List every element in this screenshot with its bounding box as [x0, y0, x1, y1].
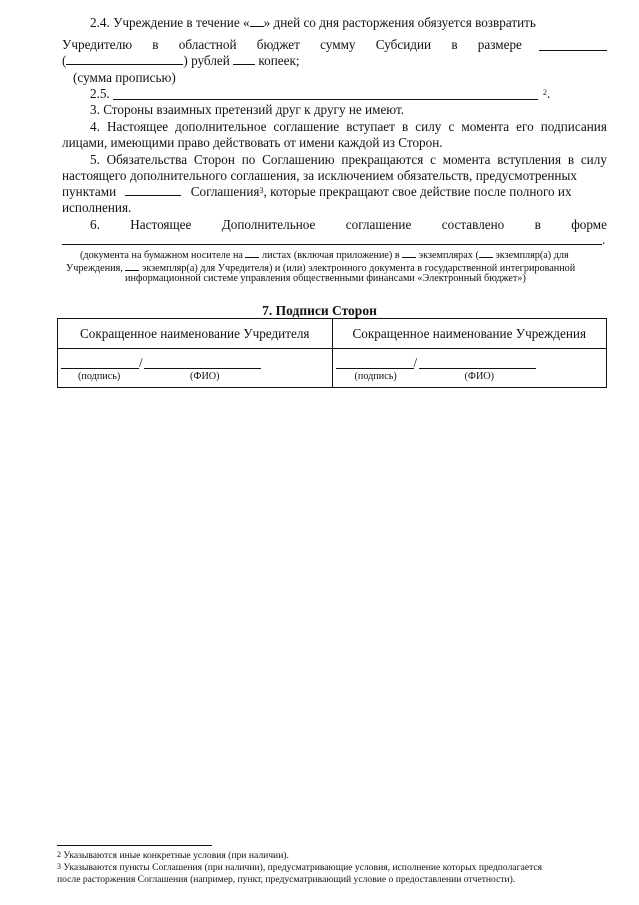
blank-kopecks	[233, 53, 255, 65]
form-note-line-3: информационной системе управления общественными финансами «Электронный бюджет»)	[125, 273, 526, 284]
institution-signature-line[interactable]	[336, 368, 414, 369]
blank-amount-words	[66, 53, 183, 65]
para-2-4-line-3: ( ) рублей копеек;	[62, 53, 300, 68]
blank-other-conditions	[113, 99, 538, 100]
para-6-line-1: 6. Настоящее Дополнительное соглашение составлено в форме	[90, 217, 607, 232]
signatures-table	[57, 318, 607, 388]
footnote-3-line-2: после расторжения Соглашения (например, пункт, предусматривающий условие о предоставлении отчетности).	[57, 874, 516, 885]
footnote-3-line-1: $^3$ Указываются пункты Соглашения (при наличии), предусматривающие условия, исполнение которых предполагается	[57, 862, 543, 873]
para-2-4-line-1: 2.4. Учреждение в течение « » дней со дня расторжения обязуется возвратить	[90, 15, 536, 30]
form-note-line-1: (документа на бумажном носителе на листах (включая приложение) в экземплярах ( экземпляр(а) для	[80, 250, 569, 261]
institution-header-cell	[332, 319, 607, 349]
para-2-5-end: $^2$.	[543, 86, 551, 101]
amount-words-caption: (сумма прописью)	[73, 70, 176, 85]
para-2-4-line-2: Учредителю в областной бюджет сумму Субсидии в размере	[62, 37, 522, 52]
institution-slash: /	[413, 355, 418, 370]
institution-sign-caption: (подпись)	[354, 371, 397, 382]
para-6-end: .	[602, 232, 606, 247]
institution-sign-cell	[332, 349, 607, 388]
signatures-title: 7. Подписи Сторон	[262, 303, 377, 318]
para-4-line-2: лицами, имеющими право действовать от имени каждой из Сторон.	[62, 135, 443, 150]
para-5-line-4: исполнения.	[62, 200, 132, 215]
founder-fio-line[interactable]	[144, 368, 261, 369]
para-5-line-1: 5. Обязательства Сторон по Соглашению прекращаются с момента вступления в силу	[90, 152, 607, 167]
blank-clauses	[125, 184, 181, 196]
blank-days	[250, 15, 264, 27]
blank-amount	[539, 50, 607, 51]
founder-slash: /	[139, 355, 143, 370]
para-5-line-2: настоящего дополнительного соглашения, за исключением обязательств, предусмотренных	[62, 168, 577, 183]
founder-sign-caption: (подпись)	[78, 371, 121, 382]
institution-fio-caption: (ФИО)	[464, 371, 495, 382]
footnote-2: $^2$ Указываются иные конкретные условия (при наличии).	[57, 850, 289, 861]
form-note-line-2: Учреждения, экземпляр(а) для Учредителя) и (или) электронного документа в государственной интегрированной	[66, 263, 576, 274]
institution-header: Сокращенное наименование Учреждения	[352, 326, 587, 341]
founder-fio-caption: (ФИО)	[190, 371, 220, 382]
blank-form	[62, 244, 602, 245]
founder-sign-cell	[58, 349, 333, 388]
para-4-line-1: 4. Настоящее дополнительное соглашение вступает в силу с момента его подписания	[90, 119, 607, 134]
para-2-5-label: 2.5.	[90, 86, 110, 101]
founder-header: Сокращенное наименование Учредителя	[79, 326, 310, 341]
institution-fio-line[interactable]	[419, 368, 536, 369]
para-5-line-3: пунктами Соглашения$^3$, которые прекращают свое действие после полного их	[62, 184, 572, 199]
founder-signature-line[interactable]	[61, 368, 139, 369]
para-3: 3. Стороны взаимных претензий друг к другу не имеют.	[90, 102, 405, 117]
footnote-separator	[57, 845, 212, 846]
founder-header-cell	[58, 319, 333, 349]
